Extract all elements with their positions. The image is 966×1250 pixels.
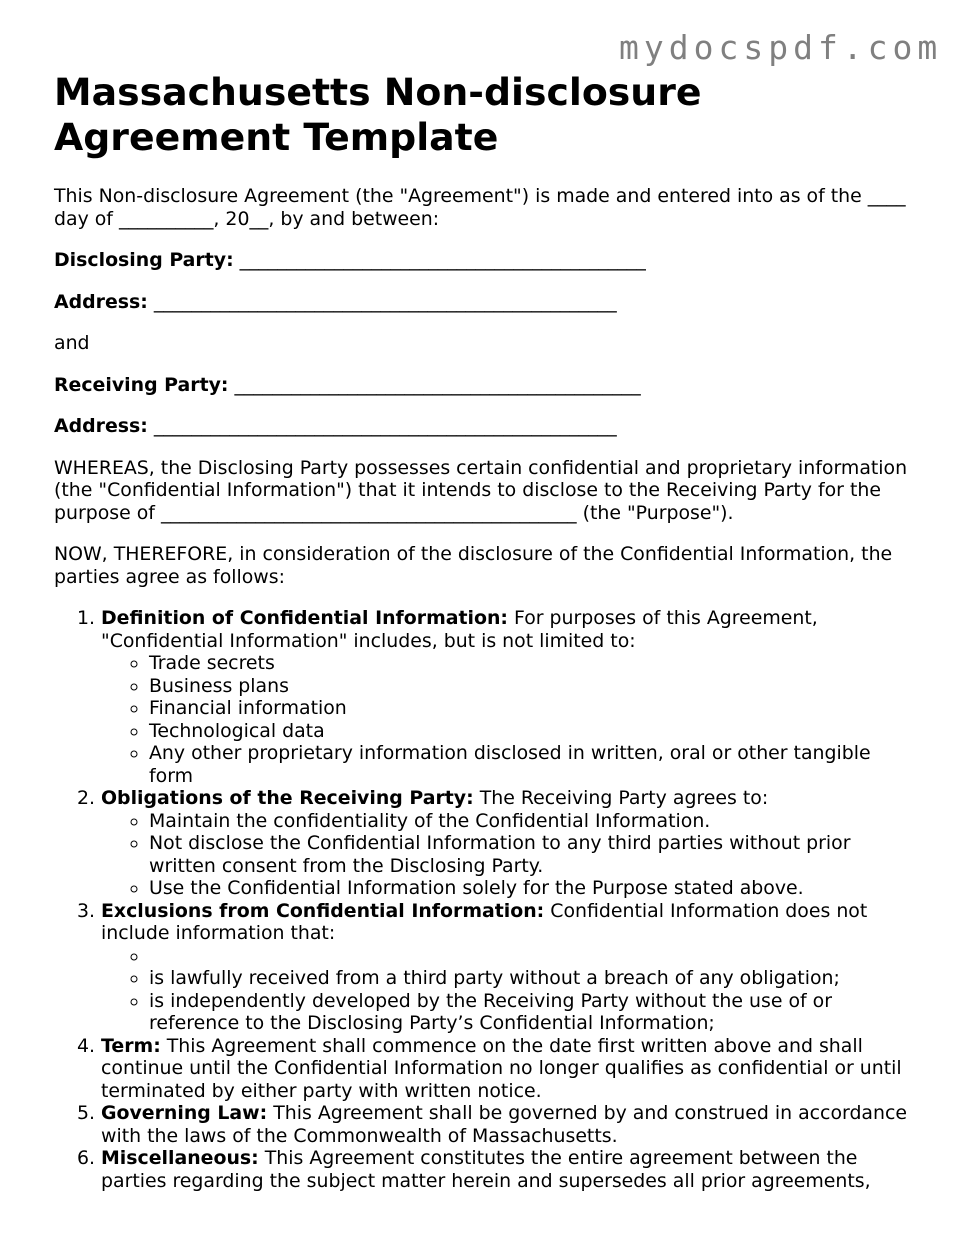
watermark-text: mydocspdf.com bbox=[619, 28, 943, 67]
disclosing-address-blank: _________________________________________________ bbox=[153, 290, 617, 313]
disclosing-party-label: Disclosing Party: bbox=[54, 249, 234, 271]
whereas-text: WHEREAS, the Disclosing Party possesses certain confidential and proprietary information (the "Confidential Information") that it intends to disclose to the Receiving Party for the purpose of bbox=[54, 456, 908, 524]
clause-subitem: ◦ Technological data bbox=[149, 720, 915, 743]
clause-number: 1. bbox=[76, 607, 95, 629]
document-body bbox=[54, 70, 915, 1193]
clause-heading: Term: bbox=[101, 1034, 161, 1057]
now-therefore-paragraph: NOW, THEREFORE, in consideration of the disclosure of the Confidential Information, the parties agree as follows: bbox=[54, 543, 893, 588]
receiving-party-line bbox=[54, 374, 915, 397]
clause-subitem-empty bbox=[149, 945, 915, 968]
clause-heading: Definition of Confidential Information: bbox=[101, 607, 508, 629]
clause-text: For purposes of this Agreement, "Confidential Information" includes, but is not limited to: bbox=[101, 607, 818, 652]
clause-number: 5. bbox=[76, 1102, 95, 1124]
clause-sublist bbox=[101, 652, 915, 787]
clause-governing-law bbox=[76, 1102, 915, 1147]
clause-heading: Governing Law: bbox=[101, 1102, 268, 1124]
clause-miscellaneous bbox=[76, 1147, 915, 1192]
whereas-text-end: (the "Purpose"). bbox=[582, 501, 734, 524]
clause-text: This Agreement constitutes the entire agreement between the parties regarding the subject matter herein and supersedes all prior agreements, bbox=[101, 1147, 871, 1192]
receiving-party-blank: ___________________________________________ bbox=[234, 373, 641, 396]
clause-subitem: ◦ Not disclose the Confidential Information to any third parties without prior written consent from the Disclosing Party. bbox=[149, 832, 915, 877]
clause-subitem: ◦ Use the Confidential Information solely for the Purpose stated above. bbox=[149, 877, 915, 900]
whereas-paragraph bbox=[54, 457, 915, 525]
clause-term bbox=[76, 1034, 915, 1103]
clauses-list bbox=[54, 607, 915, 1192]
clause-heading: Obligations of the Receiving Party: bbox=[101, 787, 474, 809]
clause-heading: Exclusions from Confidential Information: bbox=[101, 899, 545, 922]
clause-obligations bbox=[76, 787, 915, 900]
disclosing-party-blank: ___________________________________________ bbox=[239, 249, 646, 271]
clause-subitem: ◦ Any other proprietary information disclosed in written, oral or other tangible form bbox=[149, 742, 915, 787]
clause-number: 3. bbox=[76, 899, 95, 922]
clause-text: Confidential Information does not include information that: bbox=[101, 899, 868, 944]
purpose-blank: ____________________________________________ bbox=[160, 501, 577, 524]
receiving-address-label: Address: bbox=[54, 415, 148, 437]
receiving-address-blank: _________________________________________________ bbox=[153, 415, 617, 437]
clause-subitem: ◦ Business plans bbox=[149, 675, 915, 698]
document-title: Massachusetts Non-disclosure Agreement Template bbox=[54, 69, 702, 159]
intro-paragraph: This Non-disclosure Agreement (the "Agreement") is made and entered into as of the ____ day of __________, 20__, by and between: bbox=[54, 185, 906, 230]
clause-subitem: ◦ is lawfully received from a third party without a breach of any obligation; bbox=[149, 967, 915, 990]
clause-text: This Agreement shall be governed by and construed in accordance with the laws of the Commonwealth of Massachusetts. bbox=[101, 1102, 907, 1147]
clause-text: The Receiving Party agrees to: bbox=[479, 787, 769, 809]
clause-definition bbox=[76, 607, 915, 787]
clause-number: 6. bbox=[76, 1147, 95, 1169]
receiving-address-line bbox=[54, 415, 915, 438]
conjunction-text: and bbox=[54, 332, 90, 354]
receiving-party-label: Receiving Party: bbox=[54, 373, 229, 396]
clause-subitem: ◦ Financial information bbox=[149, 697, 915, 720]
clause-number: 2. bbox=[76, 787, 95, 809]
clause-number: 4. bbox=[76, 1034, 95, 1057]
clause-subitem: ◦ Trade secrets bbox=[149, 652, 915, 675]
clause-sublist bbox=[101, 945, 915, 1035]
clause-exclusions bbox=[76, 899, 915, 1035]
clause-sublist bbox=[101, 810, 915, 900]
clause-heading: Miscellaneous: bbox=[101, 1147, 259, 1169]
disclosing-address-label: Address: bbox=[54, 290, 148, 313]
clause-subitem: ◦ Maintain the confidentiality of the Confidential Information. bbox=[149, 810, 915, 833]
clause-subitem: ◦ is independently developed by the Receiving Party without the use of or reference to the Disclosing Party’s Confidential Information; bbox=[149, 990, 915, 1035]
disclosing-address-line bbox=[54, 291, 915, 314]
clause-text: This Agreement shall commence on the date first written above and shall continue until the Confidential Information no longer qualifies as confidential or until terminated by either party with written notice. bbox=[101, 1034, 902, 1102]
disclosing-party-line bbox=[54, 249, 915, 272]
